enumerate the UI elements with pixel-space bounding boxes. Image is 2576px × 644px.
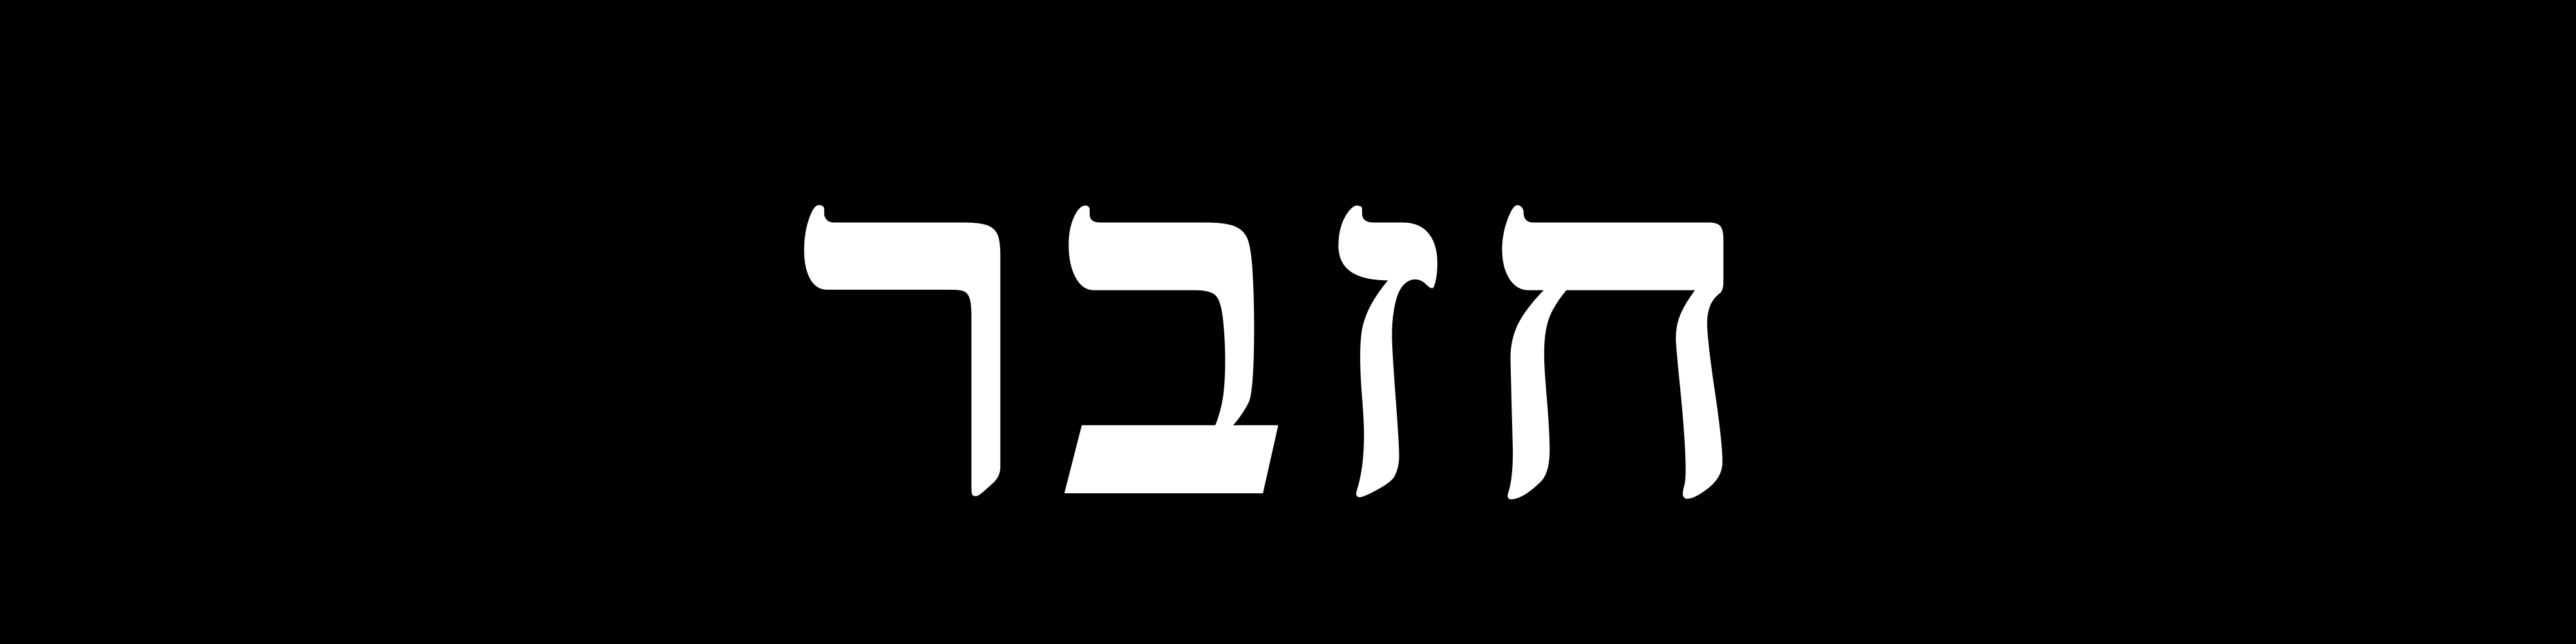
letter-bet: ב [1057,34,1313,609]
letter-zayin: ז [1312,34,1469,609]
letter-resh: ר [798,34,1058,609]
letter-het: ח [1468,34,1778,609]
